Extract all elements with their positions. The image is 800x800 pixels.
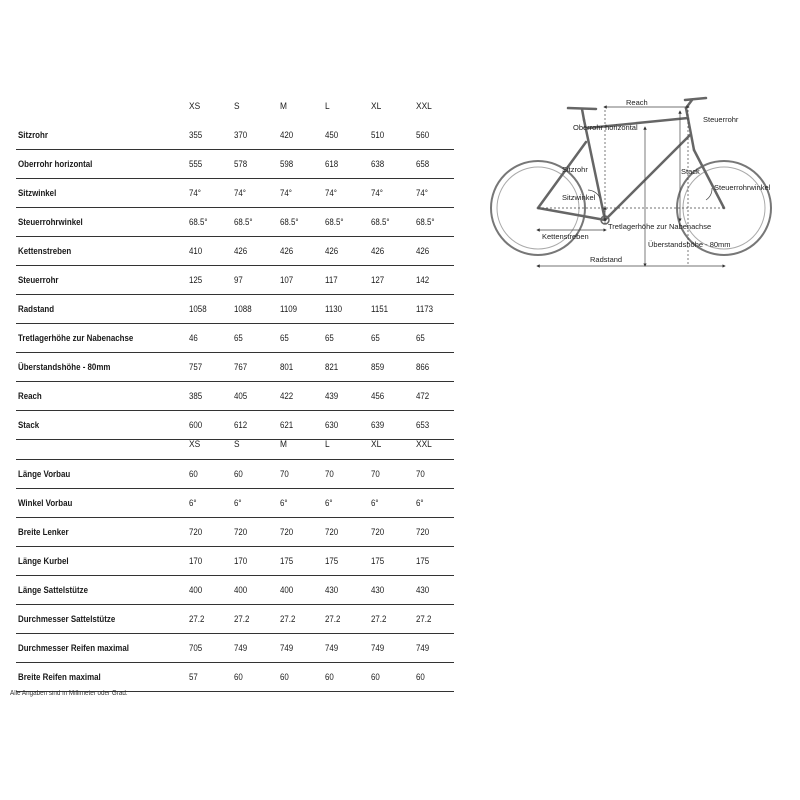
cell-value: 6° [280,498,288,508]
cell-value: 859 [371,362,385,372]
geometry-table [16,93,454,440]
cell-value: 68.5° [371,217,390,227]
size-header: XXL [416,439,432,450]
components-table [16,431,454,692]
size-header: XXL [416,101,432,112]
table-row [16,179,454,208]
cell-value: 65 [371,333,380,343]
cell-value: 400 [280,585,294,595]
cell-value: 170 [189,556,203,566]
table-row [16,353,454,382]
size-header: M [280,439,287,450]
table-row [16,547,454,576]
size-header: XS [189,439,201,450]
cell-value: 65 [280,333,289,343]
cell-value: 74° [189,188,201,198]
size-header: S [234,439,240,450]
size-header: XL [371,101,382,112]
diagram-label-radstand: Radstand [590,255,623,264]
cell-value: 60 [234,469,243,479]
cell-value: 400 [189,585,203,595]
diagram-label-sitzwinkel: Sitzwinkel [562,193,596,202]
cell-value: 175 [371,556,385,566]
cell-value: 125 [189,275,203,285]
cell-value: 720 [325,527,339,537]
cell-value: 6° [234,498,242,508]
cell-value: 355 [189,130,203,140]
cell-value: 621 [280,420,294,430]
cell-value: 68.5° [189,217,208,227]
cell-value: 74° [371,188,383,198]
cell-value: 27.2 [325,614,341,624]
cell-value: 68.5° [234,217,253,227]
cell-value: 749 [416,643,430,653]
size-header: M [280,101,287,112]
cell-value: 422 [280,391,294,401]
cell-value: 600 [189,420,203,430]
cell-value: 1088 [234,304,252,314]
row-label: Länge Sattelstütze [18,585,88,595]
cell-value: 658 [416,159,430,169]
diagram-label-steuerrohr: Steuerrohr [703,115,739,124]
cell-value: 510 [371,130,385,140]
table-row [16,150,454,179]
row-label: Überstandshöhe - 80mm [18,362,111,372]
size-header: L [325,439,330,450]
cell-value: 170 [234,556,248,566]
row-label: Stack [18,420,40,430]
row-label: Kettenstreben [18,246,72,256]
cell-value: 65 [234,333,243,343]
cell-value: 400 [234,585,248,595]
table-row [16,324,454,353]
cell-value: 638 [371,159,385,169]
cell-value: 720 [416,527,430,537]
cell-value: 175 [280,556,294,566]
cell-value: 6° [371,498,379,508]
cell-value: 6° [189,498,197,508]
size-header: L [325,101,330,112]
cell-value: 450 [325,130,339,140]
cell-value: 426 [280,246,294,256]
row-label: Breite Reifen maximal [18,672,101,682]
cell-value: 74° [280,188,292,198]
cell-value: 598 [280,159,294,169]
cell-value: 749 [371,643,385,653]
cell-value: 107 [280,275,294,285]
cell-value: 370 [234,130,248,140]
components-header-row [16,431,454,460]
table-row [16,518,454,547]
table-row [16,634,454,663]
cell-value: 27.2 [280,614,296,624]
cell-value: 68.5° [280,217,299,227]
cell-value: 74° [234,188,246,198]
cell-value: 60 [325,672,334,682]
row-label: Steuerrohr [18,275,59,285]
row-label: Reach [18,391,42,401]
diagram-label-sitzrohr: Sitzrohr [562,165,588,174]
cell-value: 60 [371,672,380,682]
diagram-label-stack: Stack [681,167,700,176]
cell-value: 426 [371,246,385,256]
row-label: Länge Vorbau [18,469,71,479]
diagram-label-ueberstand: Überstandshöhe - 80mm [648,240,731,249]
cell-value: 385 [189,391,203,401]
table-row [16,576,454,605]
table-row [16,663,454,692]
cell-value: 27.2 [234,614,250,624]
cell-value: 175 [416,556,430,566]
row-label: Durchmesser Reifen maximal [18,643,129,653]
cell-value: 60 [234,672,243,682]
cell-value: 6° [325,498,333,508]
cell-value: 426 [416,246,430,256]
cell-value: 618 [325,159,339,169]
cell-value: 65 [416,333,425,343]
diagram-label-kettenstreben: Kettenstreben [542,232,589,241]
cell-value: 801 [280,362,294,372]
cell-value: 70 [325,469,334,479]
cell-value: 720 [234,527,248,537]
row-label: Sitzrohr [18,130,48,140]
cell-value: 420 [280,130,294,140]
cell-value: 1058 [189,304,207,314]
size-header: S [234,101,240,112]
cell-value: 720 [189,527,203,537]
table-row [16,382,454,411]
cell-value: 426 [325,246,339,256]
cell-value: 1151 [371,304,389,314]
cell-value: 117 [325,275,338,285]
row-label: Breite Lenker [18,527,69,537]
cell-value: 472 [416,391,430,401]
size-header: XL [371,439,382,450]
cell-value: 68.5° [325,217,344,227]
cell-value: 639 [371,420,385,430]
row-label: Länge Kurbel [18,556,69,566]
cell-value: 27.2 [416,614,432,624]
cell-value: 405 [234,391,248,401]
bike-geometry-diagram [480,90,790,280]
row-label: Steuerrohrwinkel [18,217,83,227]
cell-value: 439 [325,391,339,401]
cell-value: 720 [371,527,385,537]
cell-value: 46 [189,333,198,343]
diagram-label-reach: Reach [626,98,648,107]
cell-value: 430 [371,585,385,595]
cell-value: 70 [416,469,425,479]
cell-value: 60 [280,672,289,682]
cell-value: 175 [325,556,339,566]
cell-value: 74° [325,188,337,198]
cell-value: 1109 [280,304,298,314]
cell-value: 430 [416,585,430,595]
cell-value: 560 [416,130,430,140]
cell-value: 410 [189,246,203,256]
table-row [16,121,454,150]
table-row [16,295,454,324]
row-label: Durchmesser Sattelstütze [18,614,116,624]
cell-value: 705 [189,643,203,653]
table-row [16,460,454,489]
cell-value: 612 [234,420,248,430]
row-label: Oberrohr horizontal [18,159,93,169]
cell-value: 1130 [325,304,343,314]
cell-value: 653 [416,420,430,430]
cell-value: 720 [280,527,294,537]
cell-value: 6° [416,498,424,508]
diagram-label-oberrohr: Oberrohr horizontal [573,123,638,132]
cell-value: 65 [325,333,334,343]
row-label: Radstand [18,304,55,314]
cell-value: 74° [416,188,428,198]
cell-value: 430 [325,585,339,595]
cell-value: 60 [189,469,198,479]
cell-value: 68.5° [416,217,435,227]
diagram-label-tretlager: Tretlagerhöhe zur Nabenachse [608,222,712,231]
cell-value: 555 [189,159,203,169]
cell-value: 578 [234,159,248,169]
table-row [16,266,454,295]
size-header: XS [189,101,201,112]
cell-value: 749 [234,643,248,653]
table-row [16,489,454,518]
cell-value: 456 [371,391,385,401]
cell-value: 866 [416,362,430,372]
geometry-header-row [16,93,454,121]
cell-value: 27.2 [371,614,387,624]
row-label: Winkel Vorbau [18,498,73,508]
row-label: Tretlagerhöhe zur Nabenachse [18,333,134,343]
cell-value: 97 [234,275,243,285]
table-row [16,237,454,266]
cell-value: 1173 [416,304,434,314]
cell-value: 426 [234,246,248,256]
cell-value: 142 [416,275,430,285]
cell-value: 749 [325,643,339,653]
cell-value: 127 [371,275,385,285]
cell-value: 70 [280,469,289,479]
cell-value: 749 [280,643,294,653]
cell-value: 27.2 [189,614,205,624]
cell-value: 60 [416,672,425,682]
cell-value: 630 [325,420,339,430]
table-row [16,605,454,634]
cell-value: 767 [234,362,248,372]
cell-value: 757 [189,362,203,372]
footnote: Alle Angaben sind in Millimeter oder Grad. [10,690,128,697]
cell-value: 57 [189,672,198,682]
diagram-label-steuerrohrwinkel: Steuerrohrwinkel [714,183,771,192]
row-label: Sitzwinkel [18,188,57,198]
cell-value: 70 [371,469,380,479]
cell-value: 821 [325,362,339,372]
table-row [16,208,454,237]
